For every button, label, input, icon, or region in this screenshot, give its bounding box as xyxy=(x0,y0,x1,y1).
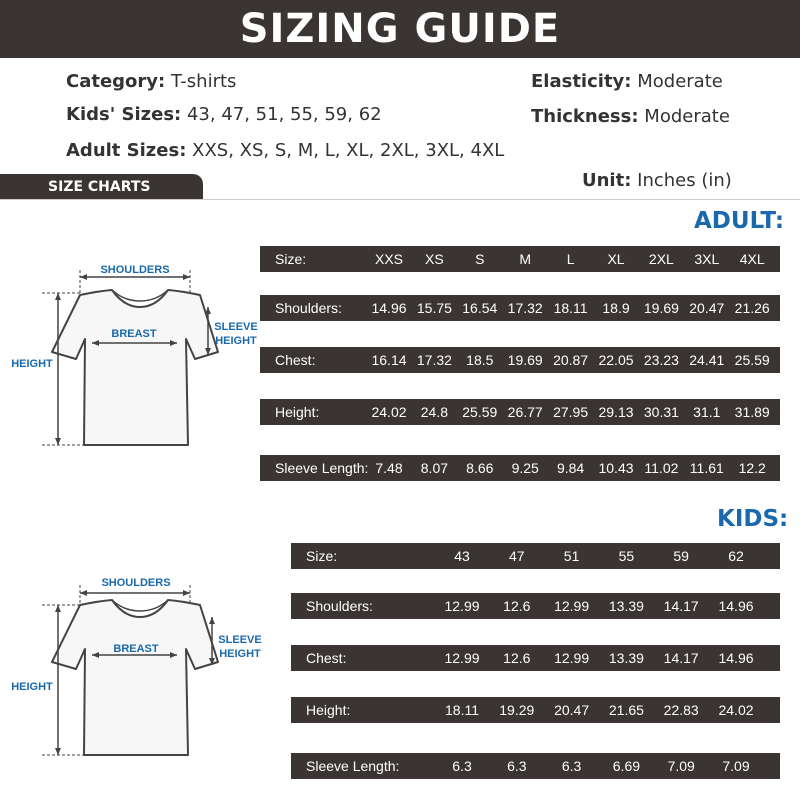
table-cell: 22.05 xyxy=(598,352,634,368)
table-cell: 24.8 xyxy=(420,404,449,420)
table-cell: 20.87 xyxy=(553,352,589,368)
kids-sizes-info xyxy=(66,104,382,125)
table-cell: 17.32 xyxy=(507,300,543,316)
table-row xyxy=(260,399,780,425)
adult-sizes-label: Adult Sizes: xyxy=(66,140,187,161)
table-cell: 20.47 xyxy=(689,300,725,316)
table-cell: 51 xyxy=(563,548,580,564)
table-row xyxy=(291,697,780,723)
table-cell: 31.1 xyxy=(693,404,721,420)
unit-value: Inches (in) xyxy=(637,170,732,191)
table-row xyxy=(291,645,780,671)
table-cell: 8.07 xyxy=(420,460,449,476)
category-info xyxy=(66,71,236,92)
row-label: Sleeve Length: xyxy=(275,460,369,476)
breast-label: BREAST xyxy=(111,328,157,340)
sleeve-label-line1: SLEEVE xyxy=(218,634,262,646)
table-row xyxy=(260,455,780,481)
table-cell: 12.6 xyxy=(503,650,531,666)
thickness-value: Moderate xyxy=(644,106,730,127)
thickness-info xyxy=(531,106,730,127)
table-cell: 3XL xyxy=(694,251,720,267)
table-cell: M xyxy=(519,251,532,267)
table-cell: 12.99 xyxy=(554,650,590,666)
table-cell: 6.3 xyxy=(561,758,582,774)
table-cell: 18.11 xyxy=(553,300,588,316)
table-cell: XL xyxy=(607,251,625,267)
table-cell: 7.48 xyxy=(375,460,403,476)
table-cell: 11.61 xyxy=(689,460,724,476)
table-cell: L xyxy=(566,251,575,267)
sleeve-label-line2: HEIGHT xyxy=(219,648,261,660)
category-value: T-shirts xyxy=(170,71,237,92)
adult-sizes-value: XXS, XS, S, M, L, XL, 2XL, 3XL, 4XL xyxy=(192,140,505,161)
table-cell: S xyxy=(475,251,485,267)
table-cell: 22.83 xyxy=(663,702,699,718)
adult-section-title: ADULT: xyxy=(694,208,785,234)
table-cell: 7.09 xyxy=(722,758,750,774)
unit-info xyxy=(582,170,732,191)
table-cell: 14.96 xyxy=(371,300,407,316)
row-label: Chest: xyxy=(306,650,347,666)
breast-label: BREAST xyxy=(113,643,159,655)
elasticity-label: Elasticity: xyxy=(531,71,632,92)
thickness-label: Thickness: xyxy=(531,106,639,127)
unit-label: Unit: xyxy=(582,170,632,191)
table-cell: 30.31 xyxy=(643,404,679,420)
table-cell: 6.3 xyxy=(507,758,527,774)
tshirt-icon xyxy=(52,600,218,755)
table-cell: 12.99 xyxy=(554,598,590,614)
table-cell: 26.77 xyxy=(507,404,543,420)
table-cell: 14.17 xyxy=(663,650,699,666)
table-cell: 62 xyxy=(728,548,744,564)
table-cell: 25.59 xyxy=(734,352,770,368)
table-cell: 19.69 xyxy=(507,352,543,368)
row-label: Shoulders: xyxy=(275,300,342,316)
table-cell: 16.54 xyxy=(462,300,498,316)
shoulders-label: SHOULDERS xyxy=(101,577,171,589)
kids-section-title: KIDS: xyxy=(717,506,789,532)
page-title: SIZING GUIDE xyxy=(239,6,561,52)
table-row xyxy=(260,295,780,321)
table-cell: 23.23 xyxy=(643,352,679,368)
row-label: Size: xyxy=(306,548,338,564)
table-row xyxy=(291,543,780,569)
table-cell: 9.84 xyxy=(556,460,585,476)
table-cell: 9.25 xyxy=(511,460,539,476)
table-cell: XS xyxy=(425,251,444,267)
table-cell: 59 xyxy=(673,548,689,564)
adult-tshirt-diagram xyxy=(0,255,270,475)
table-cell: 6.3 xyxy=(452,758,472,774)
table-cell: 10.43 xyxy=(598,460,634,476)
table-cell: XXS xyxy=(374,251,404,267)
row-label: Chest: xyxy=(275,352,316,368)
table-cell: 7.09 xyxy=(667,758,695,774)
elasticity-value: Moderate xyxy=(637,71,723,92)
table-cell: 4XL xyxy=(739,251,765,267)
kids-sizes-value: 43, 47, 51, 55, 59, 62 xyxy=(186,104,382,125)
table-cell: 12.99 xyxy=(444,650,480,666)
table-cell: 24.02 xyxy=(371,404,407,420)
height-label: HEIGHT xyxy=(11,358,53,370)
table-cell: 11.02 xyxy=(644,460,679,476)
size-charts-tab: SIZE CHARTS xyxy=(0,174,203,200)
table-cell: 19.69 xyxy=(643,300,679,316)
table-cell: 27.95 xyxy=(553,404,589,420)
adult-sizes-info xyxy=(66,140,504,161)
elasticity-info xyxy=(531,71,723,92)
row-label: Height: xyxy=(306,702,351,718)
table-cell: 2XL xyxy=(648,251,674,267)
tab-divider xyxy=(0,199,800,200)
table-cell: 16.14 xyxy=(371,352,407,368)
sleeve-label-line1: SLEEVE xyxy=(214,321,258,333)
kids-sizes-label: Kids' Sizes: xyxy=(66,104,182,125)
row-label: Sleeve Length: xyxy=(306,758,400,774)
table-cell: 31.89 xyxy=(734,404,770,420)
table-cell: 21.65 xyxy=(608,702,644,718)
table-cell: 18.11 xyxy=(445,702,479,718)
table-cell: 19.29 xyxy=(499,702,535,718)
table-cell: 14.96 xyxy=(718,650,754,666)
tshirt-icon xyxy=(52,290,218,445)
table-cell: 24.41 xyxy=(689,352,725,368)
kids-tshirt-diagram xyxy=(0,565,270,785)
table-cell: 18.9 xyxy=(602,300,630,316)
table-cell: 18.5 xyxy=(466,352,494,368)
table-cell: 13.39 xyxy=(608,650,644,666)
table-cell: 12.6 xyxy=(503,598,531,614)
table-cell: 21.26 xyxy=(734,300,770,316)
table-row xyxy=(291,753,780,779)
table-cell: 12.2 xyxy=(738,460,766,476)
sleeve-label-line2: HEIGHT xyxy=(215,335,257,347)
header-bar xyxy=(0,0,800,58)
table-cell: 55 xyxy=(618,548,635,564)
table-row xyxy=(260,246,780,272)
table-cell: 24.02 xyxy=(718,702,754,718)
table-cell: 6.69 xyxy=(612,758,641,774)
table-cell: 47 xyxy=(509,548,525,564)
table-cell: 29.13 xyxy=(598,404,634,420)
table-cell: 17.32 xyxy=(416,352,452,368)
table-cell: 14.17 xyxy=(663,598,699,614)
row-label: Size: xyxy=(275,251,307,267)
table-cell: 8.66 xyxy=(466,460,494,476)
table-cell: 13.39 xyxy=(608,598,644,614)
table-cell: 43 xyxy=(454,548,470,564)
table-row xyxy=(291,593,780,619)
row-label: Height: xyxy=(275,404,320,420)
table-row xyxy=(260,347,780,373)
category-label: Category: xyxy=(66,71,166,92)
table-cell: 20.47 xyxy=(554,702,590,718)
table-cell: 15.75 xyxy=(416,300,452,316)
table-cell: 12.99 xyxy=(444,598,480,614)
table-cell: 25.59 xyxy=(462,404,498,420)
row-label: Shoulders: xyxy=(306,598,373,614)
table-cell: 14.96 xyxy=(718,598,754,614)
shoulders-label: SHOULDERS xyxy=(100,264,170,276)
height-label: HEIGHT xyxy=(11,681,53,693)
